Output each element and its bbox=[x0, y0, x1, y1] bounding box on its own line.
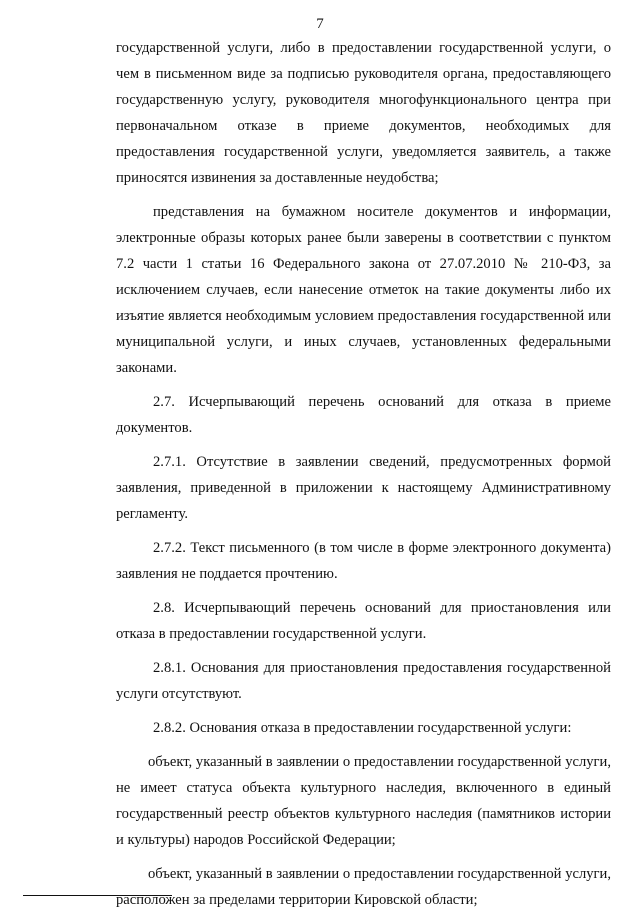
paragraph-section-2-8-2: 2.8.2. Основания отказа в предоставлении государственной услуги: bbox=[153, 720, 572, 736]
page-number: 7 bbox=[316, 16, 324, 32]
paragraph-refusal-ground-not-heritage: объект, указанный в заявлении о предоставлении государственной услуги, не имеет статуса объекта культурного наследия, включенного в единый государственный реестр объектов культурного наследия (памятников истории и культуры) народов Российской Федерации; bbox=[116, 754, 611, 848]
paragraph-section-2-7-2: 2.7.2. Текст письменного (в том числе в форме электронного документа) заявления не поддается прочтению. bbox=[116, 540, 611, 582]
paragraph-refusal-notice: государственной услуги, либо в предоставлении государственной услуги, о чем в письменном виде за подписью руководителя органа, предоставляющего государственную услугу, руководителя многофункционального центра при первоначальном отказе в приеме документов, необходимых для предоставления государственной услуги, уведомляется заявитель, а также приносятся извинения за доставленные неудобства; bbox=[116, 40, 611, 186]
paragraph-paper-documents: представления на бумажном носителе документов и информации, электронные образы которых ранее были заверены в соответствии с пунктом 7.2 части 1 статьи 16 Федерального закона от 27.07.2010 № 210-ФЗ, за исключением случаев, если нанесение отметок на такие документы либо их изъятие является необходимым условием предоставления государственной или муниципальной услуги, и иных случаев, установленных федеральными законами. bbox=[116, 204, 611, 376]
document-body bbox=[116, 35, 611, 921]
paragraph-refusal-ground-outside-region: объект, указанный в заявлении о предоставлении государственной услуги, расположен за пределами территории Кировской области; bbox=[116, 866, 611, 908]
footnote-divider bbox=[23, 895, 172, 896]
paragraph-section-2-7-1: 2.7.1. Отсутствие в заявлении сведений, предусмотренных формой заявления, приведенной в приложении к настоящему Административному регламенту. bbox=[116, 454, 611, 522]
paragraph-section-2-8-1: 2.8.1. Основания для приостановления предоставления государственной услуги отсутствуют. bbox=[116, 660, 611, 702]
paragraph-section-2-7: 2.7. Исчерпывающий перечень оснований для отказа в приеме документов. bbox=[116, 394, 611, 436]
paragraph-section-2-8: 2.8. Исчерпывающий перечень оснований для приостановления или отказа в предоставлении государственной услуги. bbox=[116, 600, 611, 642]
